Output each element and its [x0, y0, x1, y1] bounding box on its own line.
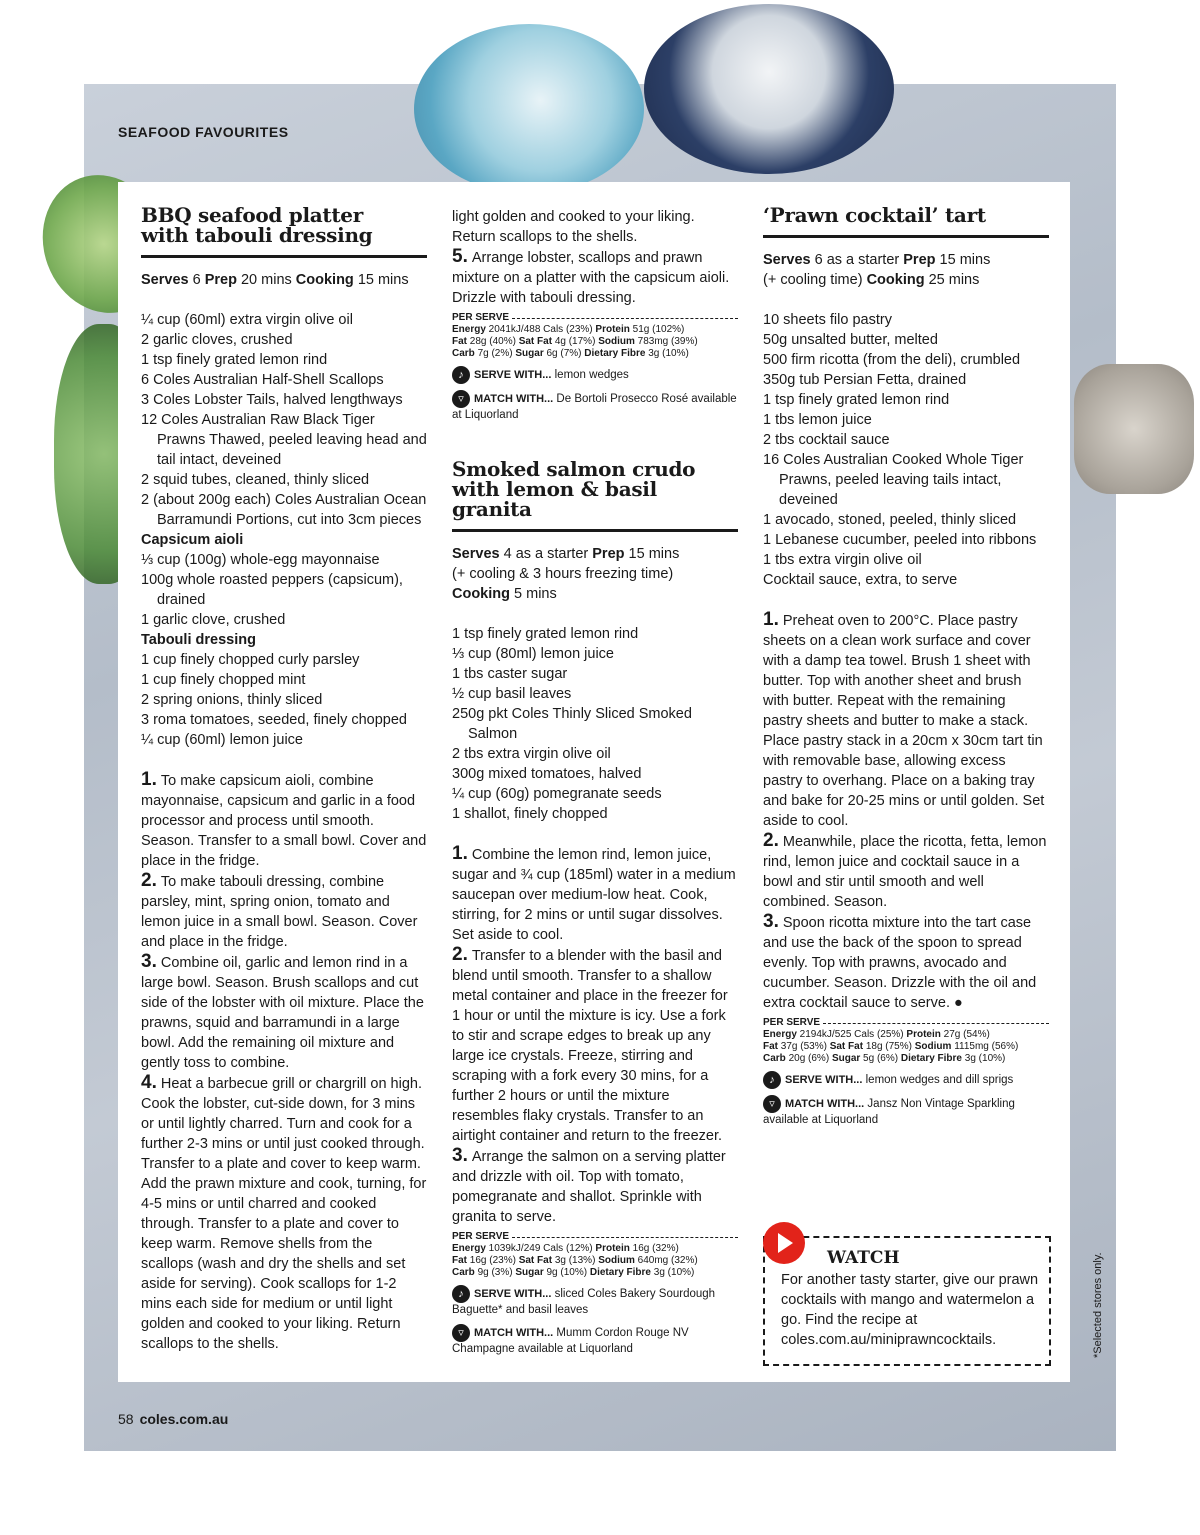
nutrition-info: PER SERVE Energy 1039kJ/249 Cals (12%) Protein 16g (32%) Fat 16g (23%) Sat Fat 3g (13%) Sodium 640mg (32%) Carb 9g (3%) Sugar 9g (10%) Dietary Fibre 3g (10%) — [452, 1231, 738, 1279]
recipe-title: ‘Prawn cocktail’ tart — [763, 203, 986, 227]
recipe-title: BBQ seafood platter with tabouli dressing — [141, 203, 373, 247]
watch-box[interactable] — [763, 1236, 1051, 1366]
ingredient: 50g unsalted butter, melted — [763, 332, 938, 348]
ingredient: ⅓ cup (80ml) lemon juice — [452, 646, 614, 662]
match-with: ▿ MATCH WITH... De Bortoli Prosecco Rosé available at Liquorland — [452, 390, 738, 423]
ingredient: ¼ cup (60g) pomegranate seeds — [452, 786, 662, 802]
step: 3. Combine oil, garlic and lemon rind in a large bowl. Season. Brush scallops and cut side of the lobster with oil mixture. Place the prawns, squid and barramundi in a large bowl. Add the remaining oil mixture and gently toss to combine. — [141, 951, 424, 1071]
serve-with: ♪ SERVE WITH... lemon wedges and dill sprigs — [763, 1071, 1049, 1089]
match-with: ▿ MATCH WITH... Mumm Cordon Rouge NV Champagne available at Liquorland — [452, 1324, 738, 1357]
cutlery-icon: ♪ — [452, 366, 470, 384]
ingredient: 1 shallot, finely chopped — [452, 806, 608, 822]
ingredient: ¼ cup (60ml) extra virgin olive oil — [141, 312, 353, 328]
section-title: SEAFOOD FAVOURITES — [118, 124, 289, 140]
ingredient: 300g mixed tomatoes, halved — [452, 766, 642, 782]
nutrition-info: PER SERVE Energy 2194kJ/525 Cals (25%) Protein 27g (54%) Fat 37g (53%) Sat Fat 18g (75%) Sodium 1115mg (56%) Carb 20g (6%) Sugar 5g (6%) Dietary Fibre 3g (10%) — [763, 1017, 1049, 1065]
method-steps — [763, 610, 1049, 1013]
watch-text: For another tasty starter, give our prawn cocktails with mango and watermelon a go. Find the recipe at coles.com.au/miniprawncocktails. — [781, 1272, 1039, 1348]
step: 2. Transfer to a blender with the basil and blend until smooth. Transfer to a shallow metal container and place in the freezer for 1 hour or until the mixture is icy. Use a fork to stir and scrape edges to break up any large ice crystals. Freeze, stirring and scraping with a fork every 30 mins, for a further 2 hours or until the mixture resembles flaky crystals. Transfer to an airtight container and return to the freezer. — [452, 944, 728, 1144]
recipe-meta: Serves 6 as a starter Prep 15 mins (+ cooling time) Cooking 25 mins — [763, 252, 991, 288]
ingredient: 2 squid tubes, cleaned, thinly sliced — [141, 472, 370, 488]
step: 3. Spoon ricotta mixture into the tart case and use the back of the spoon to spread evenly. Top with prawns, avocado and cucumber. Season. Drizzle with the oil and extra cocktail sauce to serve. ● — [763, 911, 1037, 1011]
ingredient: 1 garlic clove, crushed — [141, 612, 286, 628]
title-rule — [452, 529, 738, 532]
ingredient: 2 tbs extra virgin olive oil — [452, 746, 611, 762]
site-link[interactable]: coles.com.au — [139, 1411, 229, 1427]
subheading-aioli: Capsicum aioli — [141, 532, 244, 548]
ingredients-list — [141, 310, 427, 530]
ingredient: Cocktail sauce, extra, to serve — [763, 572, 958, 588]
ingredient: 1 tsp finely grated lemon rind — [141, 352, 328, 368]
title-rule — [763, 235, 1049, 238]
step: 5. Arrange lobster, scallops and prawn mixture on a platter with the capsicum aioli. Drizzle with tabouli dressing. — [452, 246, 730, 306]
step: 1. To make capsicum aioli, combine mayonnaise, capsicum and garlic in a food processor and process until smooth. Season. Transfer to a small bowl. Cover and place in the fridge. — [141, 769, 427, 869]
footnote: *Selected stores only. — [1092, 1252, 1104, 1358]
ingredients-list — [452, 624, 738, 824]
recipe-bbq-platter — [141, 203, 427, 1352]
step: 1. Combine the lemon rind, lemon juice, sugar and ¾ cup (185ml) water in a medium saucepan over medium-low heat. Cook, stirring, for 2 mins or until sugar dissolves. Set aside to cool. — [452, 843, 736, 943]
ingredient: 16 Coles Australian Cooked Whole Tiger Prawns, peeled leaving tails intact, deveined — [763, 452, 1024, 508]
recipe-salmon-crudo — [452, 207, 738, 1357]
ingredient: 1 tbs caster sugar — [452, 666, 568, 682]
recipe-title: Smoked salmon crudo with lemon & basil granita — [452, 457, 696, 521]
stone-image — [1074, 364, 1194, 494]
ingredient: 1 tsp finely grated lemon rind — [763, 392, 950, 408]
ingredient: 350g tub Persian Fetta, drained — [763, 372, 967, 388]
ingredient: 2 (about 200g each) Coles Australian Ocean Barramundi Portions, cut into 3cm pieces — [141, 492, 427, 528]
ingredient: ¼ cup (60ml) lemon juice — [141, 732, 303, 748]
title-rule — [141, 255, 427, 258]
nutrition-info: PER SERVE Energy 2041kJ/488 Cals (23%) Protein 51g (102%) Fat 28g (40%) Sat Fat 4g (17%) Sodium 783mg (39%) Carb 7g (2%) Sugar 6g (7%) Dietary Fibre 3g (10%) — [452, 312, 738, 360]
serve-with: ♪ SERVE WITH... lemon wedges — [452, 366, 738, 384]
ingredient: 1 tbs extra virgin olive oil — [763, 552, 922, 568]
method-steps — [141, 769, 427, 1352]
wine-glass-icon: ▿ — [763, 1095, 781, 1113]
cutlery-icon: ♪ — [763, 1071, 781, 1089]
ingredient: 2 garlic cloves, crushed — [141, 332, 293, 348]
aioli-list — [141, 550, 427, 630]
wine-glass-icon: ▿ — [452, 1324, 470, 1342]
ingredient: 100g whole roasted peppers (capsicum), drained — [141, 572, 403, 608]
recipe-meta: Serves 6 Prep 20 mins Cooking 15 mins — [141, 272, 409, 288]
subheading-dressing: Tabouli dressing — [141, 632, 256, 648]
serve-with: ♪ SERVE WITH... sliced Coles Bakery Sourdough Baguette* and basil leaves — [452, 1285, 738, 1318]
ingredient: 500 firm ricotta (from the deli), crumbled — [763, 352, 1021, 368]
recipe-meta: Serves 4 as a starter Prep 15 mins (+ cooling & 3 hours freezing time) Cooking 5 mins — [452, 546, 680, 602]
recipe-prawn-tart — [763, 205, 1049, 1128]
ingredient: 250g pkt Coles Thinly Sliced Smoked Salmon — [452, 706, 692, 742]
ingredient: 1 tsp finely grated lemon rind — [452, 626, 639, 642]
ingredient: 6 Coles Australian Half-Shell Scallops — [141, 372, 384, 388]
step-continued: light golden and cooked to your liking. Return scallops to the shells. — [452, 209, 695, 245]
ingredient: 1 cup finely chopped curly parsley — [141, 652, 360, 668]
ingredient: 3 Coles Lobster Tails, halved lengthways — [141, 392, 403, 408]
ingredient: 1 Lebanese cucumber, peeled into ribbons — [763, 532, 1037, 548]
ingredient: 2 spring onions, thinly sliced — [141, 692, 323, 708]
ingredients-list — [763, 310, 1049, 590]
recipe-panel — [118, 182, 1070, 1382]
play-icon[interactable] — [763, 1222, 805, 1264]
step: 2. Meanwhile, place the ricotta, fetta, lemon rind, lemon juice and cocktail sauce in a bowl and stir until smooth and well combined. Season. — [763, 830, 1047, 910]
ingredient: 3 roma tomatoes, seeded, finely chopped — [141, 712, 407, 728]
ingredient: 1 cup finely chopped mint — [141, 672, 306, 688]
ingredient: 12 Coles Australian Raw Black Tiger Prawns Thawed, peeled leaving head and tail intact, deveined — [141, 412, 427, 468]
ingredient: ⅓ cup (100g) whole-egg mayonnaise — [141, 552, 380, 568]
blue-bowl-image — [414, 24, 644, 194]
step: 4. Heat a barbecue grill or chargrill on high. Cook the lobster, cut-side down, for 3 mins or until lightly charred. Turn and cook for a further 2-3 mins or until just cooked through. Transfer to a plate and cover to keep warm. Add the prawn mixture and cook, turning, for 4-5 mins or until charred and cooked through. Transfer to a plate and cover to keep warm. Remove shells from the scallops (wash and dry the shells and set aside for serving). Cook scallops for 1-2 mins each side for medium or until light golden and cooked to your liking. Return scallops to the shells. — [141, 1072, 427, 1352]
ingredient: 10 sheets filo pastry — [763, 312, 892, 328]
match-with: ▿ MATCH WITH... Jansz Non Vintage Sparkling available at Liquorland — [763, 1095, 1049, 1128]
ingredient: 1 tbs lemon juice — [763, 412, 872, 428]
watch-title: WATCH — [827, 1248, 900, 1268]
navy-bowl-image — [644, 4, 894, 174]
ingredient: 1 avocado, stoned, peeled, thinly sliced — [763, 512, 1017, 528]
method-steps — [452, 844, 738, 1227]
page-footer — [118, 1411, 228, 1427]
step: 1. Preheat oven to 200°C. Place pastry sheets on a clean work surface and cover with a damp tea towel. Brush 1 sheet with butter. Top with another sheet and brush with butter. Repeat with the remaining pastry sheets and butter to make a stack. Place pastry stack in a 20cm x 30cm tart tin with removable base, allowing excess pastry to overhang. Place on a baking tray and bake for 20-25 mins or until golden. Set aside to cool. — [763, 609, 1045, 829]
cutlery-icon: ♪ — [452, 1285, 470, 1303]
ingredient: ½ cup basil leaves — [452, 686, 572, 702]
wine-glass-icon: ▿ — [452, 390, 470, 408]
ingredient: 2 tbs cocktail sauce — [763, 432, 890, 448]
step: 3. Arrange the salmon on a serving platter and drizzle with oil. Top with tomato, pomegranate and shallot. Sprinkle with granita to serve. — [452, 1145, 726, 1225]
page-number: 58 — [118, 1411, 134, 1427]
step: 2. To make tabouli dressing, combine parsley, mint, spring onion, tomato and lemon juice in a small bowl. Season. Cover and place in the fridge. — [141, 870, 418, 950]
dressing-list — [141, 650, 427, 750]
